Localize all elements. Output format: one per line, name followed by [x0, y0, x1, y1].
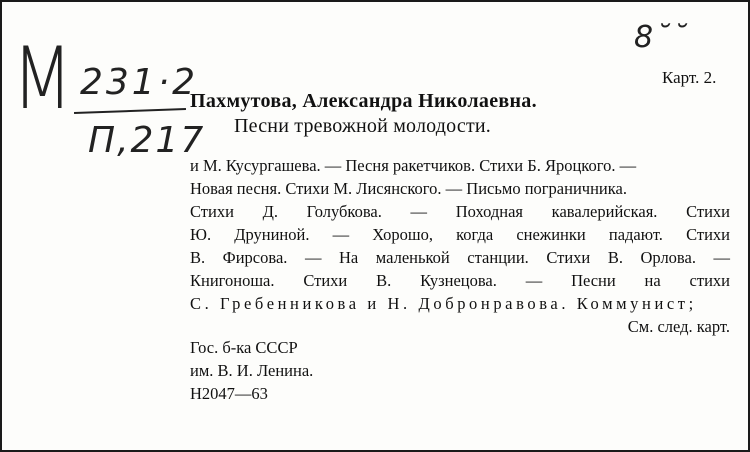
see-next-card: См. след. карт.	[627, 317, 730, 336]
library-footer	[190, 336, 313, 405]
handwritten-note: 8˘˘	[634, 20, 690, 55]
body-line: С. Гребенникова и Н. Добронравова. Коммунист;	[190, 294, 697, 313]
author-heading: Пахмутова, Александра Николаевна.	[190, 90, 537, 112]
card-number: Карт. 2.	[662, 68, 717, 87]
body-line: Ю. Друниной. — Хорошо, когда снежинки падают. Стихи	[190, 225, 730, 244]
body-line: и М. Кусургашева. — Песня ракетчиков. Стихи Б. Яроцкого. —	[190, 156, 637, 175]
body-line: Новая песня. Стихи М. Лисянского. — Письмо пограничника.	[190, 179, 627, 198]
shelf-mark-denominator: П,217	[88, 120, 206, 161]
body-line: В. Фирсова. — На маленькой станции. Стихи В. Орлова. —	[190, 248, 730, 267]
library-line: Гос. б-ка СССР	[190, 338, 298, 357]
body-line: Книгоноша. Стихи В. Кузнецова. — Песни на стихи	[190, 271, 730, 290]
library-name-line: им. В. И. Ленина.	[190, 361, 314, 380]
work-title: Песни тревожной молодости.	[234, 115, 491, 137]
shelf-mark-numerator: 231·2	[80, 62, 199, 103]
body-line: Стихи Д. Голубкова. — Походная кавалерийская. Стихи	[190, 202, 730, 221]
catalog-code: Н2047—63	[190, 384, 268, 403]
shelf-mark-divider	[74, 108, 186, 114]
shelf-mark-letter: М	[12, 29, 73, 129]
card-body-text	[190, 154, 730, 338]
